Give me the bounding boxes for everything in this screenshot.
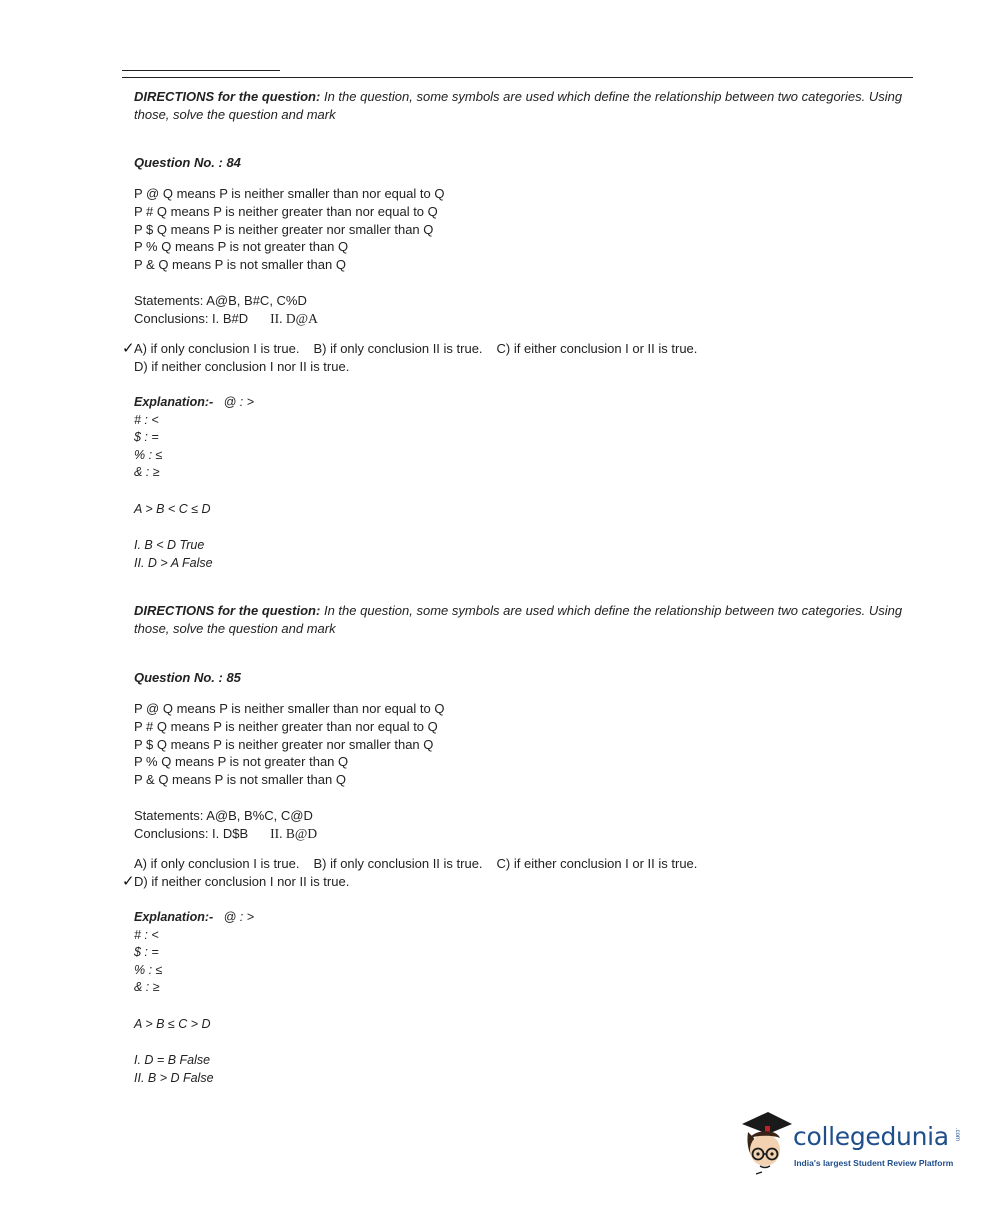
- directions-text: In the question, some symbols are used which define the relationship between two categories. Using those, solve the question and mark: [134, 89, 903, 122]
- definition-line: P % Q means P is not greater than Q: [134, 239, 349, 255]
- conclusion-2: II. B@D: [270, 825, 318, 841]
- relation-chain: A > B < C ≤ D: [134, 502, 211, 516]
- statements: Statements: A@B, B%C, C@D: [134, 808, 313, 823]
- answer-options: [122, 340, 914, 376]
- symbol-map-item: & : ≥: [134, 980, 160, 995]
- symbol-map-item: @ : >: [223, 395, 255, 409]
- definition-line: P $ Q means P is neither greater nor smaller than Q: [134, 736, 434, 752]
- option-a[interactable]: A) if only conclusion I is true.: [134, 341, 300, 356]
- symbol-map-item: @ : >: [223, 910, 255, 924]
- logo-tagline: India's largest Student Review Platform: [794, 1158, 954, 1168]
- logo-wordmark: collegedunia: [793, 1122, 949, 1151]
- statements-block: [134, 807, 914, 843]
- explanation: [134, 394, 914, 482]
- definition-line: P & Q means P is not smaller than Q: [134, 772, 346, 788]
- definition-line: P @ Q means P is neither smaller than nor equal to Q: [134, 701, 445, 716]
- option-a[interactable]: A) if only conclusion I is true.: [134, 856, 300, 871]
- symbol-map-item: # : <: [134, 927, 159, 942]
- conclusion-verdicts: [134, 537, 914, 572]
- explanation-label: Explanation:-: [134, 395, 214, 409]
- symbol-definitions: [134, 700, 914, 789]
- symbol-map-item: % : ≤: [134, 447, 163, 462]
- definition-line: P & Q means P is not smaller than Q: [134, 257, 346, 273]
- symbol-definitions: [134, 185, 914, 274]
- verdict-line: II. B > D False: [134, 1070, 214, 1085]
- student-mascot-icon: [738, 1108, 794, 1178]
- option-c[interactable]: C) if either conclusion I or II is true.: [496, 856, 698, 871]
- definition-line: P % Q means P is not greater than Q: [134, 754, 349, 770]
- directions-q84: [134, 88, 914, 124]
- checkmark-icon: ✓: [122, 340, 135, 357]
- conclusion-verdicts: [134, 1052, 914, 1087]
- explanation: [134, 909, 914, 997]
- explanation-label: Explanation:-: [134, 910, 214, 924]
- directions-text: In the question, some symbols are used which define the relationship between two categories. Using those, solve the question and mark: [134, 603, 903, 636]
- option-b[interactable]: B) if only conclusion II is true.: [313, 341, 483, 356]
- relation-chain: A > B ≤ C > D: [134, 1017, 211, 1031]
- question-number: Question No. : 84: [134, 155, 241, 170]
- option-d[interactable]: D) if neither conclusion I nor II is true.: [134, 359, 350, 374]
- header-rule: [122, 77, 913, 78]
- symbol-map-item: & : ≥: [134, 465, 160, 480]
- symbol-map-item: $ : =: [134, 430, 159, 445]
- verdict-line: I. B < D True: [134, 538, 205, 552]
- collegedunia-logo[interactable]: [738, 1108, 960, 1180]
- verdict-line: II. D > A False: [134, 555, 213, 570]
- checkmark-icon: ✓: [122, 873, 135, 890]
- symbol-map-item: $ : =: [134, 945, 159, 960]
- answer-options: [122, 855, 914, 891]
- statements: Statements: A@B, B#C, C%D: [134, 293, 307, 308]
- verdict-line: I. D = B False: [134, 1053, 211, 1067]
- conclusion-2: II. D@A: [270, 310, 318, 326]
- definition-line: P @ Q means P is neither smaller than nor equal to Q: [134, 186, 445, 201]
- logo-domain: .com: [954, 1128, 960, 1142]
- statements-block: [134, 292, 914, 328]
- conclusion-1: Conclusions: I. B#D: [134, 310, 249, 326]
- conclusion-1: Conclusions: I. D$B: [134, 825, 249, 841]
- directions-lead: DIRECTIONS for the question:: [134, 603, 321, 618]
- definition-line: P $ Q means P is neither greater nor smaller than Q: [134, 221, 434, 237]
- definition-line: P # Q means P is neither greater than nor equal to Q: [134, 203, 438, 219]
- conclusions: [134, 825, 914, 843]
- question-number: Question No. : 85: [134, 670, 241, 685]
- option-d[interactable]: D) if neither conclusion I nor II is true.: [134, 874, 350, 889]
- directions-lead: DIRECTIONS for the question:: [134, 89, 321, 104]
- option-b[interactable]: B) if only conclusion II is true.: [313, 856, 483, 871]
- symbol-map-item: # : <: [134, 412, 159, 427]
- option-c[interactable]: C) if either conclusion I or II is true.: [496, 341, 698, 356]
- directions-q85: [134, 602, 914, 638]
- symbol-map-item: % : ≤: [134, 962, 163, 977]
- definition-line: P # Q means P is neither greater than nor equal to Q: [134, 718, 438, 734]
- header-rule-short: [122, 70, 280, 71]
- conclusions: [134, 310, 914, 328]
